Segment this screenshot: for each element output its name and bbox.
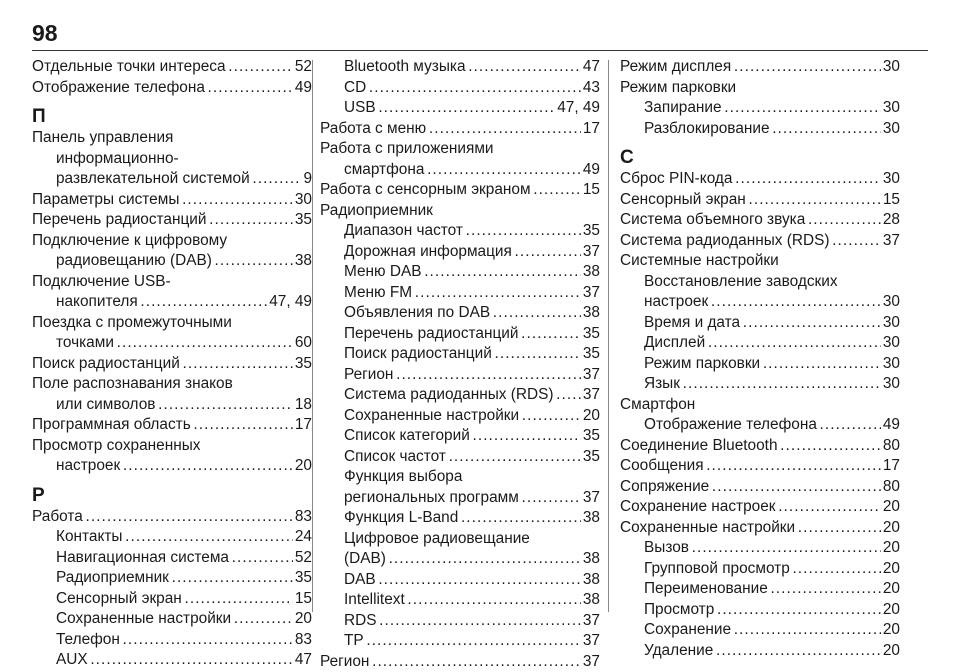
index-subentry — [620, 559, 900, 580]
index-page-ref: 83 — [293, 630, 312, 651]
index-entry-label: Список категорий . . . — [344, 427, 600, 444]
index-page-ref: 35 — [581, 426, 600, 447]
index-entry — [620, 477, 900, 498]
index-entry-label: или символов . . . — [56, 396, 312, 413]
index-page-ref: 37 — [881, 231, 900, 252]
index-entry-label: Система радиоданных (RDS) . . . — [344, 386, 600, 403]
index-page-ref: 38 — [581, 549, 600, 570]
index-page-ref: 38 — [581, 303, 600, 324]
index-entry — [32, 78, 312, 99]
index-entry-label: Система радиоданных (RDS) . . . — [620, 232, 900, 249]
index-entry-label: Программная область . . . — [32, 416, 312, 433]
index-subentry — [320, 365, 600, 386]
index-subentry — [32, 169, 312, 190]
index-subentry — [32, 568, 312, 589]
index-entry — [620, 169, 900, 190]
index-entry-label: Отображение телефона . . . — [644, 416, 900, 433]
index-page-ref: 47, 49 — [267, 292, 312, 313]
index-page-ref: 47, 49 — [555, 98, 600, 119]
index-entry-label: Меню FM . . . — [344, 284, 600, 301]
index-entry-label: настроек . . . — [56, 457, 312, 474]
index-entry — [320, 652, 600, 672]
index-subentry — [620, 374, 900, 395]
index-entry-heading: Смартфон — [620, 395, 900, 416]
index-subentry — [32, 292, 312, 313]
index-page-ref: 49 — [881, 415, 900, 436]
index-entry-label: Запирание . . . — [644, 99, 900, 116]
header-rule — [32, 50, 928, 51]
index-page-ref: 49 — [581, 160, 600, 181]
index-entry — [620, 231, 900, 252]
index-entry-label: Вызов . . . — [644, 539, 900, 556]
index-entry-label: Перечень радиостанций . . . — [32, 211, 312, 228]
index-subentry — [620, 354, 900, 375]
index-subentry — [620, 333, 900, 354]
index-page-ref: 30 — [881, 98, 900, 119]
index-entry-label: точками . . . — [56, 334, 312, 351]
index-page-ref: 30 — [881, 354, 900, 375]
index-entry-heading: Радиоприемник — [320, 201, 600, 222]
index-entry-label: Перечень радиостанций . . . — [344, 325, 600, 342]
index-page-ref: 52 — [293, 548, 312, 569]
index-entry-heading: Подключение USB- — [32, 272, 312, 293]
index-subentry — [320, 303, 600, 324]
index-page-ref: 35 — [581, 447, 600, 468]
index-subentry — [320, 488, 600, 509]
index-entry — [320, 119, 600, 140]
index-entry-label: настроек . . . — [644, 293, 900, 310]
index-entry-label: Переименование . . . — [644, 580, 900, 597]
index-subentry — [32, 395, 312, 416]
index-page-ref: 38 — [581, 590, 600, 611]
index-entry — [32, 210, 312, 231]
index-entry-label: Разблокирование . . . — [644, 120, 900, 137]
page-number: 98 — [32, 22, 58, 45]
index-entry-label: Функция L-Band . . . — [344, 509, 600, 526]
index-entry-label: Режим дисплея . . . — [620, 58, 900, 75]
index-subentry-heading: информационно- — [32, 149, 312, 170]
index-entry-label: Сенсорный экран . . . — [56, 590, 312, 607]
index-entry — [620, 436, 900, 457]
index-entry-label: TP . . . — [344, 632, 600, 649]
index-page-ref: 20 — [881, 559, 900, 580]
index-entry-label: Поиск радиостанций . . . — [344, 345, 600, 362]
index-page-ref: 20 — [293, 456, 312, 477]
index-page-ref: 20 — [881, 518, 900, 539]
index-page-ref: 35 — [581, 221, 600, 242]
index-subentry — [320, 508, 600, 529]
index-entry-label: Сброс PIN-кода . . . — [620, 170, 900, 187]
index-entry-label: Bluetooth музыка . . . — [344, 58, 600, 75]
index-subentry — [320, 426, 600, 447]
index-subentry — [620, 620, 900, 641]
index-page-ref: 15 — [881, 190, 900, 211]
index-entry-label: Отдельные точки интереса . . . — [32, 58, 312, 75]
index-entry-label: (DAB) . . . — [344, 550, 600, 567]
index-subentry — [32, 456, 312, 477]
index-page-ref: 37 — [581, 652, 600, 672]
index-page-ref: 30 — [881, 169, 900, 190]
index-subentry-heading: Восстановление заводских — [620, 272, 900, 293]
column-divider-1 — [312, 60, 313, 612]
index-subentry — [32, 333, 312, 354]
index-entry-label: AUX . . . — [56, 651, 312, 668]
index-page-ref: 37 — [581, 385, 600, 406]
index-entry-heading: Поле распознавания знаков — [32, 374, 312, 395]
index-page-ref: 18 — [293, 395, 312, 416]
index-entry-label: Диапазон частот . . . — [344, 222, 600, 239]
index-page-ref: 35 — [581, 324, 600, 345]
index-entry-label: Телефон . . . — [56, 631, 312, 648]
index-entry-label: USB . . . — [344, 99, 600, 116]
index-entry-label: Удаление . . . — [644, 642, 900, 659]
index-page-ref: 20 — [881, 641, 900, 662]
index-subentry — [320, 570, 600, 591]
index-entry-label: Просмотр . . . — [644, 601, 900, 618]
index-page-ref: 37 — [581, 488, 600, 509]
index-entry-label: Сохранение настроек . . . — [620, 498, 900, 515]
index-page-ref: 17 — [293, 415, 312, 436]
index-entry-label: Дорожная информация . . . — [344, 243, 600, 260]
index-section-letter: П — [32, 107, 312, 127]
index-subentry — [620, 538, 900, 559]
index-entry-label: Групповой просмотр . . . — [644, 560, 900, 577]
index-entry-label: Сохраненные настройки . . . — [344, 407, 600, 424]
index-subentry — [320, 631, 600, 652]
index-entry-heading: Просмотр сохраненных — [32, 436, 312, 457]
index-page-ref: 38 — [293, 251, 312, 272]
index-entry-label: Сохраненные настройки . . . — [56, 610, 312, 627]
index-subentry — [320, 221, 600, 242]
index-entry-label: DAB . . . — [344, 571, 600, 588]
index-subentry — [320, 447, 600, 468]
index-subentry-heading: Цифровое радиовещание — [320, 529, 600, 550]
index-page-ref: 80 — [881, 477, 900, 498]
index-entry-heading: Панель управления — [32, 128, 312, 149]
index-entry-label: Работа . . . — [32, 508, 312, 525]
index-entry-label: Intellitext . . . — [344, 591, 600, 608]
index-subentry — [320, 57, 600, 78]
index-entry-label: Объявления по DAB . . . — [344, 304, 600, 321]
index-page-ref: 37 — [581, 365, 600, 386]
index-page-ref: 17 — [881, 456, 900, 477]
index-entry-label: Сопряжение . . . — [620, 478, 900, 495]
index-subentry — [32, 548, 312, 569]
index-entry-label: Контакты . . . — [56, 528, 312, 545]
index-entry-label: Работа с меню . . . — [320, 120, 600, 137]
index-entry-label: Сообщения . . . — [620, 457, 900, 474]
column-divider-2 — [608, 60, 609, 612]
index-subentry — [620, 600, 900, 621]
index-entry-label: Список частот . . . — [344, 448, 600, 465]
index-entry — [620, 497, 900, 518]
index-entry — [32, 507, 312, 528]
index-entry — [620, 57, 900, 78]
index-page-ref: 30 — [881, 119, 900, 140]
index-column-3 — [620, 57, 900, 661]
index-entry-label: Параметры системы . . . — [32, 191, 312, 208]
index-entry-label: Отображение телефона . . . — [32, 79, 312, 96]
index-entry-label: Меню DAB . . . — [344, 263, 600, 280]
index-page-ref: 38 — [581, 570, 600, 591]
index-entry-label: Сенсорный экран . . . — [620, 191, 900, 208]
index-subentry — [320, 385, 600, 406]
index-entry-label: Язык . . . — [644, 375, 900, 392]
index-subentry — [620, 119, 900, 140]
index-page-ref: 60 — [293, 333, 312, 354]
index-page-ref: 47 — [581, 57, 600, 78]
index-column-2 — [320, 57, 600, 672]
index-page-ref: 47 — [293, 650, 312, 671]
index-entry-label: Дисплей . . . — [644, 334, 900, 351]
index-page-ref: 37 — [581, 631, 600, 652]
index-subentry — [320, 611, 600, 632]
index-page-ref: 15 — [293, 589, 312, 610]
index-page-ref: 20 — [881, 497, 900, 518]
index-subentry — [320, 78, 600, 99]
index-entry — [32, 415, 312, 436]
index-subentry — [32, 609, 312, 630]
index-page-ref: 20 — [881, 620, 900, 641]
index-entry-heading: Подключение к цифровому — [32, 231, 312, 252]
index-entry-label: RDS . . . — [344, 612, 600, 629]
index-page-ref: 30 — [881, 292, 900, 313]
index-subentry — [320, 344, 600, 365]
index-page-ref: 37 — [581, 283, 600, 304]
index-page-ref: 43 — [581, 78, 600, 99]
index-subentry — [32, 630, 312, 651]
index-page-ref: 30 — [881, 333, 900, 354]
index-page-ref: 52 — [293, 57, 312, 78]
index-page-ref: 30 — [881, 374, 900, 395]
index-page-ref: 30 — [881, 313, 900, 334]
index-page-ref: 35 — [293, 568, 312, 589]
index-page-ref: 49 — [293, 78, 312, 99]
index-entry — [320, 180, 600, 201]
index-page-ref: 17 — [581, 119, 600, 140]
index-entry-label: региональных программ . . . — [344, 489, 600, 506]
index-entry-label: Работа с сенсорным экраном . . . — [320, 181, 600, 198]
index-page-ref: 30 — [881, 57, 900, 78]
index-page-ref: 35 — [293, 354, 312, 375]
index-entry-label: Соединение Bluetooth . . . — [620, 437, 900, 454]
index-subentry — [620, 415, 900, 436]
index-page-ref: 20 — [293, 609, 312, 630]
index-entry — [32, 354, 312, 375]
index-entry-heading: Работа с приложениями — [320, 139, 600, 160]
index-page-ref: 15 — [581, 180, 600, 201]
index-page-ref: 20 — [881, 600, 900, 621]
index-subentry — [320, 283, 600, 304]
index-subentry — [32, 589, 312, 610]
index-entry — [620, 190, 900, 211]
index-entry-label: Режим парковки . . . — [644, 355, 900, 372]
index-subentry — [320, 262, 600, 283]
index-entry-label: Радиоприемник . . . — [56, 569, 312, 586]
index-section-letter: С — [620, 148, 900, 168]
index-subentry — [620, 292, 900, 313]
index-column-1 — [32, 57, 312, 671]
index-entry-label: Время и дата . . . — [644, 314, 900, 331]
index-entry-label: Сохранение . . . — [644, 621, 900, 638]
index-subentry — [320, 160, 600, 181]
index-subentry — [620, 641, 900, 662]
index-entry-heading: Поездка с промежуточными — [32, 313, 312, 334]
index-subentry — [620, 579, 900, 600]
index-page-ref: 80 — [881, 436, 900, 457]
index-entry-label: Система объемного звука . . . — [620, 211, 900, 228]
index-subentry — [32, 251, 312, 272]
index-subentry — [320, 98, 600, 119]
index-subentry — [32, 527, 312, 548]
index-entry-label: Регион . . . — [320, 653, 600, 670]
index-subentry — [320, 549, 600, 570]
index-entry-label: Поиск радиостанций . . . — [32, 355, 312, 372]
index-page-ref: 35 — [581, 344, 600, 365]
index-entry-label: радиовещанию (DAB) . . . — [56, 252, 312, 269]
index-subentry — [320, 406, 600, 427]
index-subentry — [620, 98, 900, 119]
index-entry-label: CD . . . — [344, 79, 600, 96]
index-page-ref: 20 — [581, 406, 600, 427]
index-page-ref: 24 — [293, 527, 312, 548]
index-entry-label: Навигационная система . . . — [56, 549, 312, 566]
index-section-letter: Р — [32, 486, 312, 506]
index-entry — [620, 518, 900, 539]
index-page-ref: 30 — [293, 190, 312, 211]
index-page-ref: 28 — [881, 210, 900, 231]
index-page-ref: 20 — [881, 538, 900, 559]
index-subentry — [320, 590, 600, 611]
index-page-ref: 37 — [581, 611, 600, 632]
index-subentry — [320, 324, 600, 345]
index-entry — [620, 456, 900, 477]
index-subentry-heading: Функция выбора — [320, 467, 600, 488]
index-entry — [32, 190, 312, 211]
index-subentry — [620, 313, 900, 334]
index-page-ref: 9 — [301, 169, 312, 190]
index-page-ref: 83 — [293, 507, 312, 528]
index-page-ref: 38 — [581, 262, 600, 283]
index-entry-label: смартфона . . . — [344, 161, 600, 178]
index-subentry — [32, 650, 312, 671]
index-entry — [620, 210, 900, 231]
index-page-ref: 37 — [581, 242, 600, 263]
index-entry-label: накопителя . . . — [56, 293, 312, 310]
index-subentry — [320, 242, 600, 263]
index-entry-label: развлекательной системой . . . — [56, 170, 312, 187]
index-entry-heading: Режим парковки — [620, 78, 900, 99]
index-entry — [32, 57, 312, 78]
index-entry-label: Регион . . . — [344, 366, 600, 383]
index-page-ref: 35 — [293, 210, 312, 231]
index-entry-label: Сохраненные настройки . . . — [620, 519, 900, 536]
index-page-ref: 38 — [581, 508, 600, 529]
index-entry-heading: Системные настройки — [620, 251, 900, 272]
index-page-ref: 20 — [881, 579, 900, 600]
